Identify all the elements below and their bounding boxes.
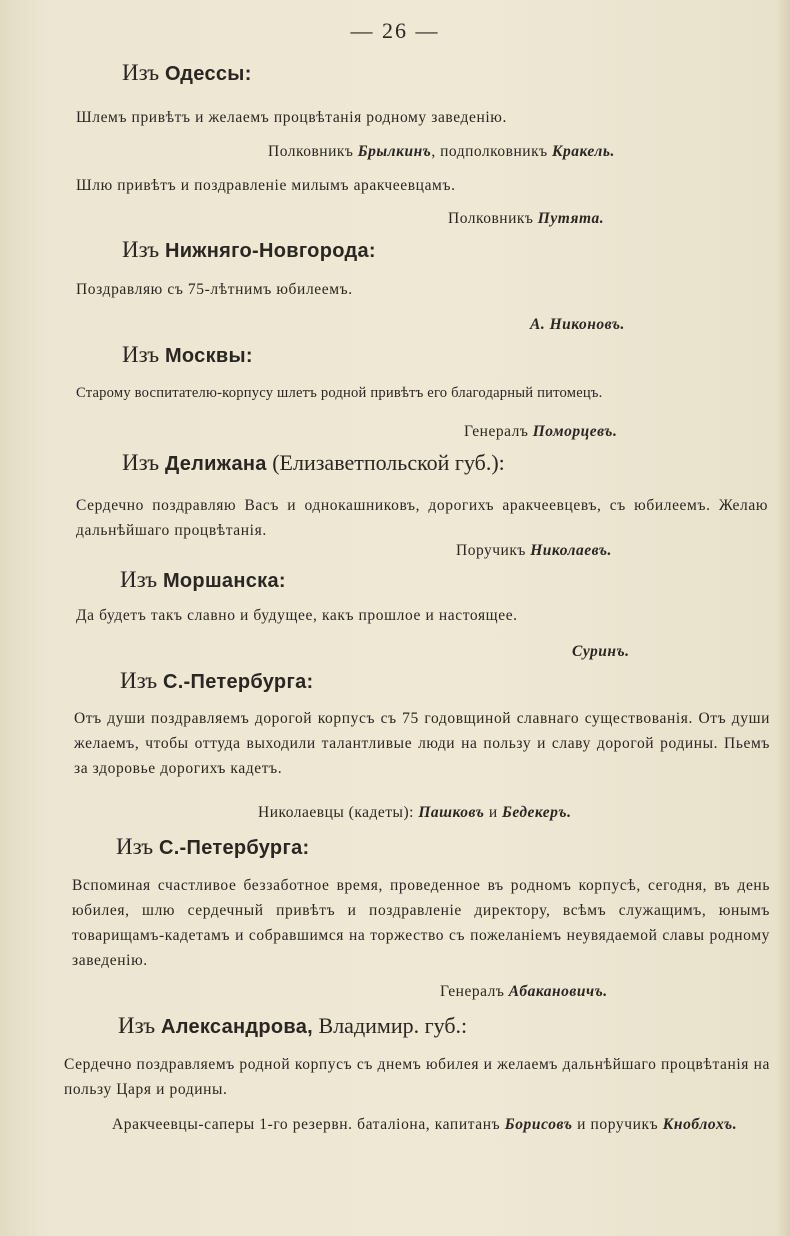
paragraph: Шлю привѣтъ и поздравленіе милымъ аракчеевцамъ. xyxy=(76,177,456,194)
signature: Николаевцы (кадеты): Пашковъ и Бедекеръ. xyxy=(258,804,572,821)
page-number: — 26 — xyxy=(350,18,440,43)
signature-paragraph: Аракчеевцы-саперы 1-го резервн. баталіона, капитанъ Борисовъ и поручикъ Кноблохъ. xyxy=(112,1116,738,1133)
signature: Поручикъ Николаевъ. xyxy=(456,542,612,559)
signature: Полковникъ Путята. xyxy=(448,210,605,227)
signature: Суринъ. xyxy=(572,643,630,660)
signature: Полковникъ Брылкинъ, подполковникъ Кракель. xyxy=(268,143,615,160)
paragraph: Поздравляю съ 75-лѣтнимъ юбилеемъ. xyxy=(76,281,353,298)
paragraph: Шлемъ привѣтъ и желаемъ процвѣтанія родному заведенію. xyxy=(76,109,507,126)
paragraph: Отъ души поздравляемъ дорогой корпусъ съ 75 годовщиной славнаго существованія. Отъ души желаемъ, чтобы оттуда выходили талантливые люди на пользу и славу дорогой родины. Пьемъ за здоровье дорогихъ кадетъ. xyxy=(74,710,770,777)
paragraph: Сердечно поздравляю Васъ и однокашниковъ, дорогихъ аракчеевцевъ, съ юбилеемъ. Желаю дальнѣйшаго процвѣтанія. xyxy=(76,497,768,539)
signature: Генералъ Поморцевъ. xyxy=(464,423,618,440)
section-heading-st-petersburg: Изъ С.-Петербурга: xyxy=(120,668,314,693)
paragraph: Сердечно поздравляемъ родной корпусъ съ днемъ юбилея и желаемъ дальнѣйшаго процвѣтанія на пользу Царя и родины. xyxy=(64,1056,770,1098)
paragraph: Да будетъ такъ славно и будущее, какъ прошлое и настоящее. xyxy=(76,607,518,624)
section-heading-st-petersburg-2: Изъ С.-Петербурга: xyxy=(116,834,310,859)
paragraph: Старому воспитателю-корпусу шлетъ родной привѣтъ его благодарный питомецъ. xyxy=(76,385,603,401)
section-heading-odessa: Изъ Одессы: xyxy=(122,60,252,85)
section-heading-aleksandrov: Изъ Александрова, Владимир. губ.: xyxy=(118,1013,468,1038)
section-heading-morshansk: Изъ Моршанска: xyxy=(120,567,286,592)
section-heading-nizhny-novgorod: Изъ Нижняго-Новгорода: xyxy=(122,237,376,262)
signature: А. Никоновъ. xyxy=(530,316,625,333)
page-edge-shadow xyxy=(776,0,790,1236)
signature: Генералъ Абакановичъ. xyxy=(440,983,608,1000)
section-heading-moscow: Изъ Москвы: xyxy=(122,342,253,367)
paragraph: Вспоминая счастливое беззаботное время, проведенное въ родномъ корпусѣ, сегодня, въ день юбилея, шлю сердечный привѣтъ и поздравленіе директору, всѣмъ служащимъ, юнымъ товарищамъ-кадетамъ и собравшимся на торжество съ пожеланіемъ неувядаемой славы родному заведенію. xyxy=(72,877,770,969)
section-heading-delizhan: Изъ Делижана (Елизаветпольской губ.): xyxy=(122,450,505,475)
